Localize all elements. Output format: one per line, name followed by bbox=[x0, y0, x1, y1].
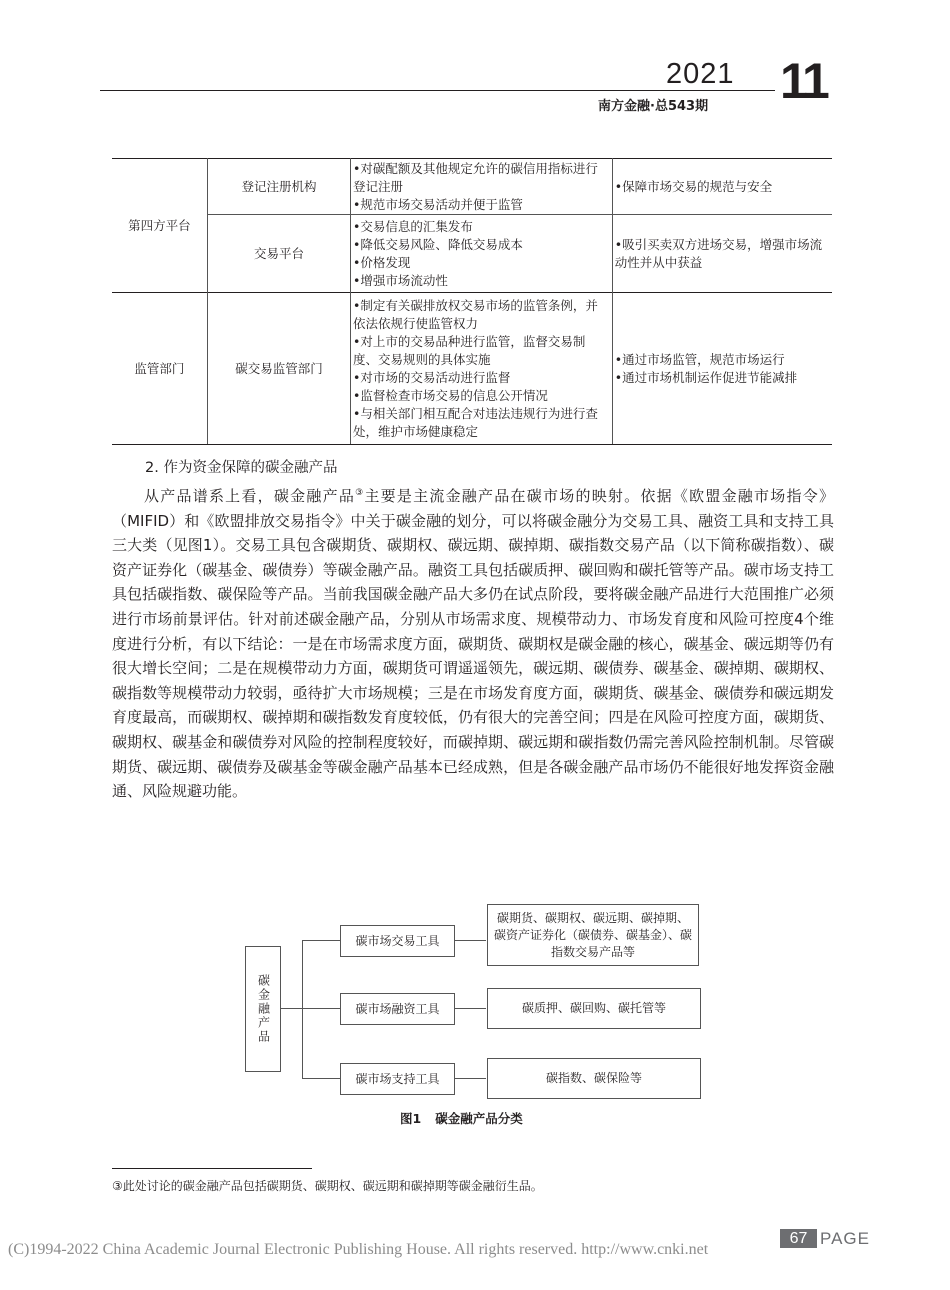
table-entity-cell: 交易平台 bbox=[207, 215, 350, 293]
table-entity-cell: 碳交易监管部门 bbox=[207, 293, 350, 445]
table-goal-item: •吸引买卖双方进场交易，增强市场流动性并从中获益 bbox=[614, 236, 823, 270]
table-row bbox=[112, 159, 832, 215]
diagram-leaf-label: 碳质押、碳回购、碳托管等 bbox=[521, 1001, 666, 1015]
table-category-cell: 第四方平台 bbox=[112, 159, 207, 293]
diagram-branch-label: 碳市场支持工具 bbox=[355, 1071, 440, 1086]
diagram-leaf-node bbox=[487, 1058, 701, 1099]
diagram-connector bbox=[454, 1078, 486, 1079]
diagram-leaf-node bbox=[487, 988, 701, 1029]
diagram-branch-node bbox=[340, 1063, 455, 1095]
diagram-leaf-label: 碳指数、碳保险等 bbox=[545, 1071, 642, 1085]
table-goals-cell bbox=[612, 215, 832, 293]
figure-caption bbox=[400, 1109, 523, 1127]
header-issue-number: 11 bbox=[780, 53, 827, 109]
diagram-connector bbox=[302, 1008, 340, 1009]
table-entity-cell: 登记注册机构 bbox=[207, 159, 350, 215]
table-functions-cell bbox=[351, 159, 613, 215]
page-label: PAGE bbox=[820, 1229, 870, 1248]
table-goal-item: •通过市场监管，规范市场运行 bbox=[614, 351, 785, 367]
table-row bbox=[112, 215, 832, 293]
diagram-branch-node bbox=[340, 925, 455, 957]
table-function-item: •价格发现 bbox=[353, 254, 411, 270]
section-heading: 2. 作为资金保障的碳金融产品 bbox=[145, 460, 338, 476]
diagram-root-node bbox=[245, 946, 281, 1072]
table-goal-item: •保障市场交易的规范与安全 bbox=[614, 178, 773, 194]
diagram-connector bbox=[302, 1078, 340, 1079]
table-function-item: •对碳配额及其他规定允许的碳信用指标进行登记注册 bbox=[353, 160, 598, 194]
table-function-item: •制定有关碳排放权交易市场的监管条例，并依法依规行使监管权力 bbox=[353, 297, 598, 331]
diagram-connector bbox=[454, 940, 486, 941]
diagram-leaf-node bbox=[487, 904, 699, 966]
table-category-cell: 监管部门 bbox=[112, 293, 207, 445]
table-goals-cell bbox=[612, 159, 832, 215]
table-function-item: •规范市场交易活动并便于监管 bbox=[353, 196, 523, 212]
carbon-market-participants-table bbox=[112, 158, 832, 445]
header-journal-name: 南方金融·总543期 bbox=[598, 99, 709, 114]
table-functions-cell bbox=[351, 215, 613, 293]
table-row bbox=[112, 293, 832, 445]
figure-caption-label: 图1 bbox=[400, 1111, 422, 1126]
footnote-reference: ③ bbox=[355, 488, 365, 498]
table-function-item: •对上市的交易品种进行监管，监督交易制度、交易规则的具体实施 bbox=[353, 333, 586, 367]
table-function-item: •降低交易风险、降低交易成本 bbox=[353, 236, 523, 252]
table-goals-cell bbox=[612, 293, 832, 445]
table-goal-item: •通过市场机制运作促进节能减排 bbox=[614, 369, 798, 385]
table-function-item: •交易信息的汇集发布 bbox=[353, 218, 473, 234]
header-rule bbox=[100, 90, 775, 91]
paragraph-text: 从产品谱系上看，碳金融产品 bbox=[144, 487, 356, 505]
diagram-connector bbox=[302, 940, 303, 1079]
paragraph-text: 主要是主流金融产品在碳市场的映射。依据《欧盟金融市场指令》（MIFID）和《欧盟排放交易指令》中关于碳金融的划分，可以将碳金融分为交易工具、融资工具和支持工具三大类（见图1）。交易工具包含碳期货、碳期权、碳远期、碳掉期、碳指数交易产品（以下简称碳指数）、碳资产证券化（碳基金、碳债券）等碳金融产品。融资工具包括碳质押、碳回购和碳托管等产品。碳市场支持工具包括碳指数、碳保险等产品。当前我国碳金融产品大多仍在试点阶段，要将碳金融产品进行大范围推广必须进行市场前景评估。针对前述碳金融产品，分别从市场需求度、规模带动力、市场发育度和风险可控度4个维度进行分析，有以下结论：一是在市场需求度方面，碳期货、碳期权是碳金融的核心，碳基金、碳远期等仍有很大增长空间；二是在规模带动力方面，碳期货可谓遥遥领先，碳远期、碳债券、碳基金、碳掉期、碳期权、碳指数等规模带动力较弱，亟待扩大市场规模；三是在市场发育度方面，碳期货、碳基金、碳债券和碳远期发育度最高，而碳期权、碳掉期和碳指数发育度较低，仍有很大的完善空间；四是在风险可控度方面，碳期货、碳期权、碳基金和碳债券对风险的控制程度较好，而碳掉期、碳远期和碳指数仍需完善风险控制机制。尽管碳期货、碳远期、碳债券及碳基金等碳金融产品基本已经成熟，但是各碳金融产品市场仍不能很好地发挥资金融通、风险规避功能。 bbox=[112, 487, 834, 801]
footnote: ③此处讨论的碳金融产品包括碳期货、碳期权、碳远期和碳掉期等碳金融衍生品。 bbox=[112, 1179, 543, 1193]
diagram-root-label: 碳金融产品 bbox=[256, 974, 271, 1044]
diagram-branch-label: 碳市场交易工具 bbox=[355, 933, 440, 948]
table-functions-cell bbox=[351, 293, 613, 445]
diagram-branch-node bbox=[340, 993, 455, 1025]
diagram-connector bbox=[280, 1008, 302, 1009]
page-number: 67 bbox=[780, 1229, 817, 1248]
table-function-item: •与相关部门相互配合对违法违规行为进行查处，维护市场健康稳定 bbox=[353, 405, 598, 439]
header-year: 2021 bbox=[666, 58, 735, 90]
footnote-rule bbox=[112, 1168, 312, 1169]
table-function-item: •监督检查市场交易的信息公开情况 bbox=[353, 387, 548, 403]
diagram-connector bbox=[454, 1008, 486, 1009]
body-paragraph bbox=[112, 481, 834, 804]
diagram-branch-label: 碳市场融资工具 bbox=[355, 1001, 440, 1016]
table-function-item: •增强市场流动性 bbox=[353, 272, 448, 288]
figure-caption-text: 碳金融产品分类 bbox=[435, 1111, 523, 1126]
diagram-connector bbox=[302, 940, 340, 941]
table-function-item: •对市场的交易活动进行监督 bbox=[353, 369, 511, 385]
copyright-notice: (C)1994-2022 China Academic Journal Electronic Publishing House. All rights reserved. http://www.cnki.net bbox=[8, 1241, 709, 1258]
diagram-leaf-label: 碳期货、碳期权、碳远期、碳掉期、碳资产证券化（碳债券、碳基金）、碳指数交易产品等 bbox=[493, 910, 692, 959]
